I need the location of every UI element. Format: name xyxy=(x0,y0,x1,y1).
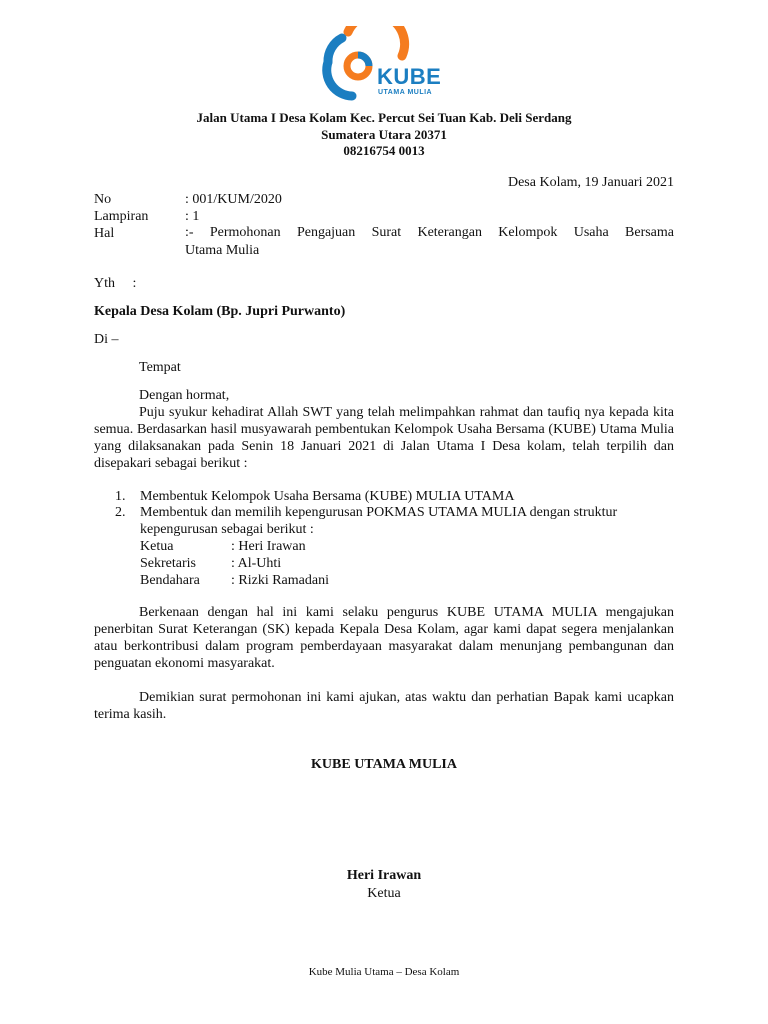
page-footer: Kube Mulia Utama – Desa Kolam xyxy=(308,966,460,978)
position-ketua-label: Ketua xyxy=(140,539,174,554)
greeting: Dengan hormat, xyxy=(139,388,230,403)
position-sekretaris-label: Sekretaris xyxy=(140,556,196,571)
logo-name: KUBE xyxy=(377,64,442,89)
list-item-2-text: Membentuk dan memilih kepengurusan POKMAS UTAMA MULIA dengan struktur kepengurusan sebagai berikut : xyxy=(140,505,618,537)
hal-value-line-2: Utama Mulia xyxy=(185,243,260,258)
no-label: No xyxy=(94,192,112,207)
paragraph-1: Puju syukur kehadirat Allah SWT yang telah melimpahkan rahmat dan taufiq nya kepada kita semua. Berdasarkan hasil musyawarah pembentukan Kelompok Usaha Bersama (KUBE) Utama Mulia yang dilaksanakan pada Senin 18 Januari 2021 di Jalan Utama I Desa kolam, telah terpilih dan disepakari sebagai berikut : xyxy=(94,405,674,471)
phone-number: 08216754 0013 xyxy=(343,143,425,158)
paragraph-3: Demikian surat permohonan ini kami ajukan, atas waktu dan perhatian Bapak kami ucapkan terima kasih. xyxy=(94,690,674,722)
address-line-2: Sumatera Utara 20371 xyxy=(321,127,447,142)
position-ketua-value: : Heri Irawan xyxy=(231,539,306,554)
no-value: : 001/KUM/2020 xyxy=(185,192,282,207)
position-sekretaris-value: : Al-Uhti xyxy=(231,556,282,571)
signature-title: Ketua xyxy=(367,886,401,901)
di-label: Di – xyxy=(94,332,119,347)
address-line-1: Jalan Utama I Desa Kolam Kec. Percut Sei Tuan Kab. Deli Serdang xyxy=(196,110,572,125)
hal-label: Hal xyxy=(94,226,115,241)
list-item-1-text: Membentuk Kelompok Usaha Bersama (KUBE) MULIA UTAMA xyxy=(140,489,515,504)
position-bendahara-value: : Rizki Ramadani xyxy=(231,573,329,588)
signature-org: KUBE UTAMA MULIA xyxy=(311,757,457,772)
list-item-1-number: 1. xyxy=(115,489,126,504)
recipient-name: Kepala Desa Kolam (Bp. Jupri Purwanto) xyxy=(94,304,346,319)
signature-name: Heri Irawan xyxy=(346,868,422,883)
hal-value-line-1: :- Permohonan Pengajuan Surat Keterangan Kelompok Usaha Bersama xyxy=(185,225,674,240)
yth-label: Yth : xyxy=(94,276,137,291)
letter-date: Desa Kolam, 19 Januari 2021 xyxy=(507,175,674,190)
position-bendahara-label: Bendahara xyxy=(140,573,200,588)
tempat-label: Tempat xyxy=(139,360,181,375)
logo-tagline: UTAMA MULIA xyxy=(378,89,433,96)
list-item-2-number: 2. xyxy=(115,505,126,520)
lampiran-label: Lampiran xyxy=(94,209,149,224)
paragraph-2: Berkenaan dengan hal ini kami selaku pengurus KUBE UTAMA MULIA mengajukan penerbitan Surat Keterangan (SK) kepada Kepala Desa Kolam, agar kami dapat segera menjalankan atau berkontribusi dalam program pemberdayaan masyarakat dalam menunjang pembangunan dan penguatan ekonomi masyarakat. xyxy=(94,605,674,671)
lampiran-value: : 1 xyxy=(185,209,200,224)
